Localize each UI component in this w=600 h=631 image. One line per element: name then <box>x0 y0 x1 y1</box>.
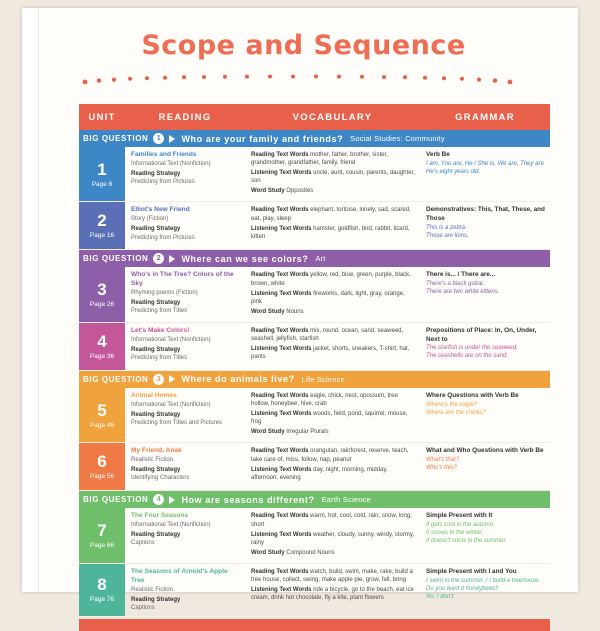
table-row <box>79 202 550 250</box>
table-header-row <box>79 104 550 130</box>
reading-strategy: Predicting from Pictures <box>131 234 195 241</box>
reading-title: Families and Friends <box>131 151 197 158</box>
reading-cell <box>125 508 245 562</box>
reading-strategy-label: Reading Strategy <box>131 300 181 307</box>
vocab-label: Listening Text Words <box>251 411 312 418</box>
vocab-words: mother, father, brother, sister, grandmother, grandfather, family, friend <box>251 152 388 167</box>
reading-cell <box>125 267 245 321</box>
big-question-banner <box>79 130 550 147</box>
grammar-structure: There is... / There are... <box>426 271 496 279</box>
big-question-text: How are seasons different? <box>181 494 315 505</box>
reading-strategy-label: Reading Strategy <box>131 346 181 353</box>
vocab-block <box>251 512 415 528</box>
reading-cell <box>125 443 245 490</box>
vocab-label: Listening Text Words <box>251 587 312 594</box>
vocab-label: Word Study <box>251 188 285 195</box>
big-question-banner <box>79 371 550 388</box>
vocabulary-cell <box>245 564 420 616</box>
table-row <box>79 388 550 443</box>
vocab-label: Reading Text Words <box>251 568 309 575</box>
vocab-label: Reading Text Words <box>251 272 309 279</box>
unit-page: Page 66 <box>89 542 115 550</box>
unit-page: Page 16 <box>89 232 115 240</box>
unit-number: 3 <box>97 280 107 300</box>
reading-genre: Informational Text (Nonfiction) <box>131 401 211 408</box>
vocab-block <box>251 392 415 408</box>
vocabulary-cell <box>245 147 420 201</box>
grammar-example: Those are lions. <box>426 232 469 239</box>
table-row <box>79 323 550 371</box>
big-question-banner <box>79 250 550 267</box>
table-row <box>79 443 550 491</box>
reading-cell <box>125 564 245 616</box>
page-content <box>38 8 568 611</box>
title-area <box>39 8 568 94</box>
vocab-words: Opposites <box>286 188 314 195</box>
unit-cell <box>79 267 125 321</box>
grammar-structure: Verb Be <box>426 151 450 158</box>
reading-strategy-label: Reading Strategy <box>131 596 181 603</box>
reading-strategy-label: Reading Strategy <box>131 170 181 177</box>
table-row <box>79 147 550 202</box>
reading-title: The Seasons of Arnold's Apple Tree <box>131 567 228 584</box>
reading-strategy: Captions <box>131 604 155 611</box>
vocab-block <box>251 327 415 343</box>
vocab-words: hamster, goldfish, bird, rabbit, lizard, kitten <box>251 225 410 240</box>
vocab-block <box>251 187 415 195</box>
vocab-label: Listening Text Words <box>251 466 312 473</box>
reading-genre: Informational Text (Nonfiction) <box>131 336 211 343</box>
big-question-subject: Life Science <box>301 374 345 384</box>
unit-cell <box>79 443 125 490</box>
vocab-block <box>251 447 415 463</box>
vocab-words: yellow, red, blue, green, purple, black, brown, white <box>251 272 411 287</box>
decorative-dot-line <box>81 74 538 84</box>
grammar-example: He's eight years old. <box>426 168 481 175</box>
scope-and-sequence-table <box>79 104 550 631</box>
unit-page: Page 76 <box>89 596 115 604</box>
unit-page: Page 46 <box>89 421 115 429</box>
grammar-example: It snows in the winter. <box>426 530 484 537</box>
big-question-text: Who are your family and friends? <box>181 133 344 144</box>
grammar-example: This is a zebra. <box>426 224 467 231</box>
reading-genre: Informational Text (Nonfiction) <box>131 522 211 529</box>
big-question-subject: Social Studies: Community <box>350 134 445 143</box>
vocab-block <box>251 290 415 306</box>
unit-page: Page 36 <box>89 352 115 360</box>
vocab-words: elephant, tortoise, lonely, sad, scared, eat, play, sleep <box>251 207 411 222</box>
vocab-words: uncle, aunt, cousin, parents, daughter, son <box>251 170 415 185</box>
table-row <box>79 564 550 617</box>
grammar-example: There's a black guitar. <box>426 281 485 288</box>
big-question-text: Where do animals live? <box>181 374 295 385</box>
vocab-block <box>251 225 415 241</box>
reading-strategy-label: Reading Strategy <box>131 411 181 418</box>
reading-cell <box>125 147 245 201</box>
grammar-example: I am, You are, He / She is, We are, They are <box>426 160 544 167</box>
grammar-structure: Prepositions of Place: In, On, Under, Next to <box>426 326 537 343</box>
vocab-label: Reading Text Words <box>251 327 309 334</box>
grammar-cell <box>420 147 550 201</box>
unit-number: 4 <box>97 331 107 351</box>
unit-number: 6 <box>97 452 107 472</box>
reading-cell <box>125 388 245 442</box>
grammar-cell <box>420 443 550 490</box>
big-question-number: 1 <box>153 133 164 144</box>
reading-strategy-label: Reading Strategy <box>131 532 181 539</box>
vocab-block <box>251 206 415 222</box>
vocabulary-cell <box>245 443 420 490</box>
unit-number: 2 <box>97 211 107 231</box>
vocab-label: Word Study <box>251 429 285 436</box>
big-question-subject: Earth Science <box>321 495 371 505</box>
unit-cell <box>79 564 125 616</box>
arrow-icon <box>169 375 175 383</box>
vocab-block <box>251 271 415 287</box>
big-question-number: 3 <box>153 374 164 385</box>
reading-strategy: Predicting from Titles and Pictures <box>131 420 223 427</box>
reading-strategy-label: Reading Strategy <box>131 226 181 233</box>
reading-genre: Rhyming poems (Fiction) <box>131 290 198 297</box>
document-page <box>22 8 578 611</box>
vocab-block <box>251 568 415 584</box>
reading-strategy: Identifying Characters <box>131 475 190 482</box>
big-question-label: BIG QUESTION <box>83 134 149 143</box>
vocab-label: Reading Text Words <box>251 392 309 399</box>
grammar-example: I swim in the summer. / I build a treehouse. <box>426 577 541 584</box>
grammar-example: Do you want it honeybees? <box>426 585 499 592</box>
grammar-example: Where are the chicks? <box>426 409 486 416</box>
vocab-block <box>251 308 415 316</box>
reading-genre: Story (Fiction) <box>131 216 169 223</box>
vocab-block <box>251 345 415 361</box>
vocab-label: Listening Text Words <box>251 225 312 232</box>
reading-strategy: Captions <box>131 540 155 547</box>
grammar-structure: Simple Present with I and You <box>426 567 517 575</box>
vocab-block <box>251 410 415 426</box>
grammar-example: It gets cool in the autumn. <box>426 522 495 529</box>
grammar-example: The seashells are on the sand. <box>426 353 509 360</box>
unit-cell <box>79 508 125 562</box>
vocabulary-cell <box>245 323 420 370</box>
table-row <box>79 508 550 563</box>
vocab-block <box>251 151 415 167</box>
vocab-block <box>251 549 415 557</box>
grammar-example: No, I don't. <box>426 593 455 600</box>
vocab-label: Listening Text Words <box>251 531 312 538</box>
vocab-block <box>251 428 415 436</box>
unit-cell <box>79 388 125 442</box>
reading-genre: Realistic Fiction <box>131 586 174 593</box>
unit-number: 7 <box>97 521 107 541</box>
vocab-words: fireworks, dark, light, gray, orange, pink <box>251 290 405 305</box>
vocab-words: warm, hot, cool, cold, rain, snow, long, short <box>251 513 412 528</box>
reading-title: Who's in The Tree? Colors of the Sky <box>131 271 234 288</box>
big-question-subject: Art <box>315 254 326 264</box>
vocab-words: weather, cloudy, sunny, windy, stormy, rainy <box>251 531 415 546</box>
vocab-words: mix, round, ocean, sand, seaweed, seashell, jellyfish, starfish <box>251 327 404 343</box>
grammar-cell <box>420 202 550 249</box>
reading-title: Elliot's New Friend <box>131 206 190 214</box>
vocab-label: Reading Text Words <box>251 448 309 455</box>
grammar-structure: Where Questions with Verb Be <box>426 391 519 399</box>
big-question-banner <box>79 491 550 508</box>
reading-strategy: Predicting from Titles <box>131 308 188 315</box>
reading-strategy-label: Reading Strategy <box>131 467 181 474</box>
big-question-label: BIG QUESTION <box>83 374 149 384</box>
column-header-unit: UNIT <box>88 111 116 123</box>
vocabulary-cell <box>245 267 420 321</box>
table-body <box>79 130 550 617</box>
vocabulary-cell <box>245 508 420 562</box>
vocabulary-cell <box>245 388 420 442</box>
grammar-example: There are two white kittens. <box>426 289 500 296</box>
grammar-structure: Demonstratives: This, That, These, and Those <box>426 206 545 223</box>
grammar-example: Who's this? <box>426 465 457 472</box>
grammar-example: The starfish is under the seaweed. <box>426 345 518 352</box>
vocab-label: Listening Text Words <box>251 290 312 297</box>
unit-page: Page 6 <box>91 180 113 188</box>
reading-genre: Informational Text (Nonfiction) <box>131 160 211 167</box>
grammar-structure: Simple Present with It <box>426 512 493 520</box>
reading-cell <box>125 323 245 370</box>
table-row <box>79 267 550 322</box>
unit-page: Page 26 <box>89 301 115 309</box>
footer-bar <box>79 619 550 631</box>
vocab-label: Word Study <box>251 308 285 315</box>
reading-title: Animal Homes <box>131 391 177 399</box>
grammar-example: Where's the eagle? <box>426 401 478 408</box>
vocab-label: Reading Text Words <box>251 513 309 520</box>
arrow-icon <box>169 135 175 143</box>
unit-cell <box>79 147 125 201</box>
vocab-block <box>251 466 415 482</box>
big-question-text: Where can we see colors? <box>181 253 309 264</box>
column-header-vocabulary: VOCABULARY <box>292 111 373 123</box>
reading-strategy: Predicting from Titles <box>131 355 188 362</box>
vocab-words: day, night, morning, midday, afternoon, evening <box>251 466 388 481</box>
grammar-cell <box>420 323 550 370</box>
vocab-words: Irregular Plurals <box>286 429 329 436</box>
page-title: Scope and Sequence <box>141 30 466 61</box>
grammar-example: It doesn't snow in the summer. <box>426 538 507 545</box>
big-question-number: 4 <box>153 494 164 505</box>
vocab-words: orangutan, rainforest, reserve, teach, take care of, miss, follow, nap, peanut <box>251 448 409 463</box>
vocab-words: watch, build, swim, make, rake, build a tree house, collect, swing, make apple pie, grow, fall, bring <box>251 568 413 583</box>
arrow-icon <box>169 496 175 504</box>
vocab-label: Listening Text Words <box>251 346 312 353</box>
vocabulary-cell <box>245 202 420 249</box>
grammar-structure: What and Who Questions with Verb Be <box>426 447 544 455</box>
big-question-label: BIG QUESTION <box>83 254 149 264</box>
vocab-words: woods, field, pond, squirrel, mouse, frog <box>251 411 408 426</box>
vocab-label: Reading Text Words <box>251 207 309 214</box>
reading-strategy: Predicting from Pictures <box>131 179 195 186</box>
reading-cell <box>125 202 245 249</box>
arrow-icon <box>169 255 175 263</box>
vocab-words: ride a bicycle, go to the beach, eat ice cream, drink hot chocolate, fly a kite, plant flowers <box>251 587 414 602</box>
vocab-label: Reading Text Words <box>251 152 309 158</box>
big-question-number: 2 <box>153 253 164 264</box>
vocab-block <box>251 531 415 547</box>
reading-title: Let's Make Colors! <box>131 326 190 334</box>
column-header-grammar: GRAMMAR <box>455 111 515 123</box>
vocab-words: Nouns <box>286 308 304 315</box>
grammar-cell <box>420 267 550 321</box>
unit-number: 1 <box>97 159 107 179</box>
unit-number: 5 <box>97 400 107 420</box>
grammar-cell <box>420 388 550 442</box>
vocab-words: jacket, shorts, sneakers, T-shirt, hat, pants <box>251 346 410 361</box>
column-header-reading: READING <box>158 111 212 123</box>
grammar-cell <box>420 564 550 616</box>
vocab-words: Compound Nouns <box>286 549 335 556</box>
unit-number: 8 <box>97 575 107 595</box>
vocab-label: Listening Text Words <box>251 170 312 177</box>
grammar-cell <box>420 508 550 562</box>
reading-title: The Four Seasons <box>131 512 189 520</box>
reading-title: My Friend, Anak <box>131 447 182 455</box>
vocab-label: Word Study <box>251 549 285 556</box>
unit-cell <box>79 323 125 370</box>
vocab-words: eagle, chick, nest, opossum, tree hollow, honeybee, hive, crab <box>251 392 398 408</box>
unit-cell <box>79 202 125 249</box>
big-question-label: BIG QUESTION <box>83 495 149 505</box>
grammar-example: What's that? <box>426 457 460 464</box>
unit-page: Page 56 <box>89 473 115 481</box>
reading-genre: Realistic Fiction <box>131 457 174 464</box>
vocab-block <box>251 169 415 185</box>
